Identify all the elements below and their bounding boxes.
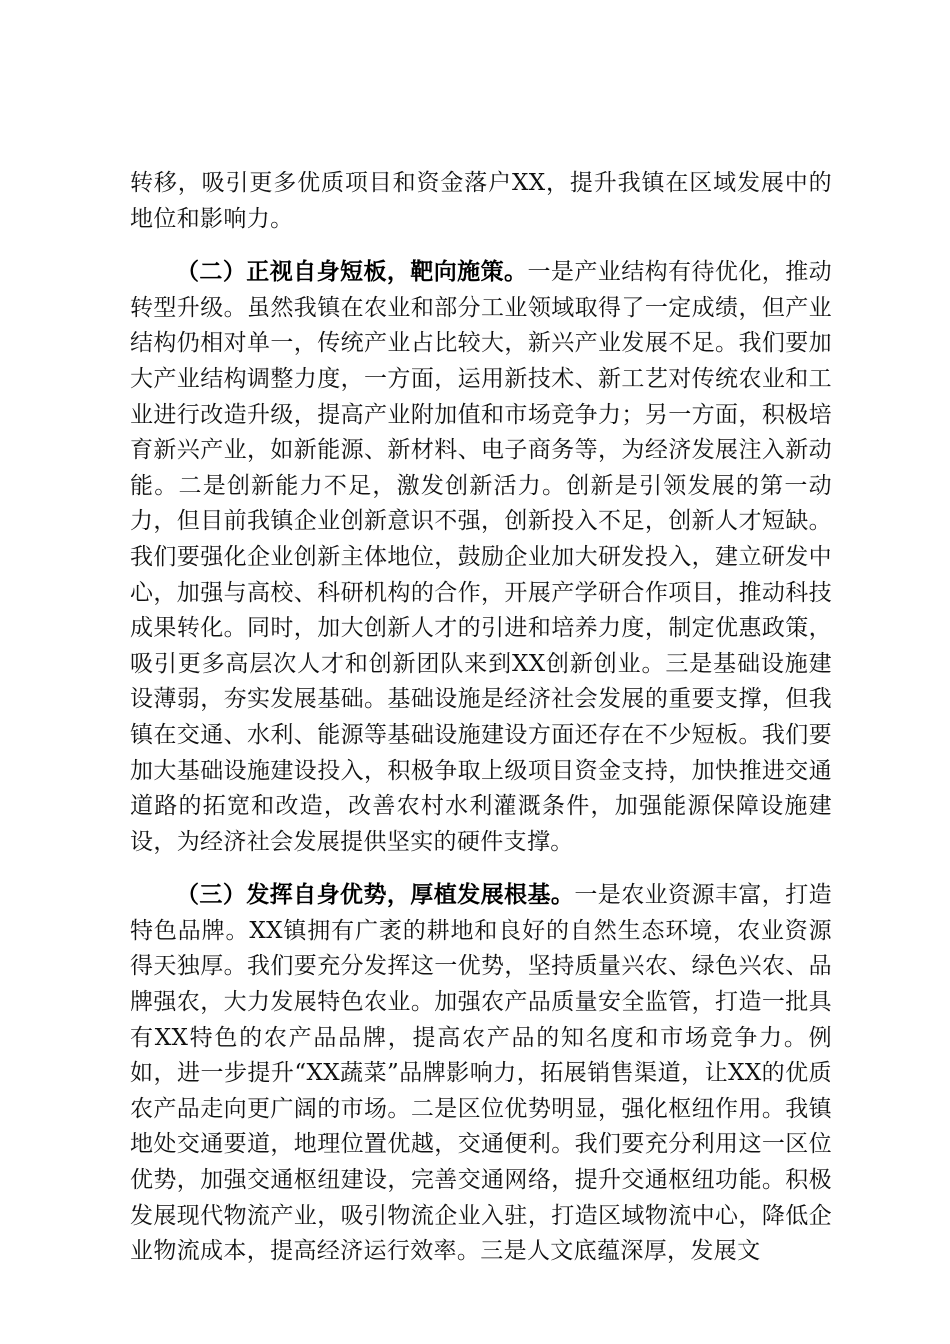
paragraph-text: 一是农业资源丰富，打造特色品牌。XX镇拥有广袤的耕地和良好的自然生态环境，农业资源得天独厚。我们要充分发挥这一优势，坚持质量兴农、绿色兴农、品牌强农，大力发展特色农业。加强农产品质量安全监管，打造一批具有XX特色的农产品品牌，提高农产品的知名度和市场竞争力。例如，进一步提升“XX蔬菜”品牌影响力，拓展销售渠道，让XX的优质农产品走向更广阔的市场。二是区位优势明显，强化枢纽作用。我镇地处交通要道，地理位置优越，交通便利。我们要充分利用这一区位优势，加强交通枢纽建设，完善交通网络，提升交通枢纽功能。积极发展现代物流产业，吸引物流企业入驻，打造区域物流中心，降低企业物流成本，提高经济运行效率。三是人文底蕴深厚，发展文: [130, 882, 832, 1265]
paragraph-text: 一是产业结构有待优化，推动转型升级。虽然我镇在农业和部分工业领域取得了一定成绩，但产业结构仍相对单一，传统产业占比较大，新兴产业发展不足。我们要加大产业结构调整力度，一方面，运用新技术、新工艺对传统农业和工业进行改造升级，提高产业附加值和市场竞争力；另一方面，积极培育新兴产业，如新能源、新材料、电子商务等，为经济发展注入新动能。二是创新能力不足，激发创新活力。创新是引领发展的第一动力，但目前我镇企业创新意识不强，创新投入不足，创新人才短缺。我们要强化企业创新主体地位，鼓励企业加大研发投入，建立研发中心，加强与高校、科研机构的合作，开展产学研合作项目，推动科技成果转化。同时，加大创新人才的引进和培养力度，制定优惠政策，吸引更多高层次人才和创新团队来到XX创新创业。三是基础设施建设薄弱，夯实发展基础。基础设施是经济社会发展的重要支撑，但我镇在交通、水利、能源等基础设施建设方面还存在不少短板。我们要加大基础设施建设投入，积极争取上级项目资金支持，加快推进交通道路的拓宽和改造，改善农村水利灌溉条件，加强能源保障设施建设，为经济社会发展提供坚实的硬件支撑。: [130, 259, 832, 855]
paragraph-text: 转移，吸引更多优质项目和资金落户XX，提升我镇在区域发展中的地位和影响力。: [130, 170, 832, 232]
section-heading-three: （三）发挥自身优势，厚植发展根基。: [176, 882, 575, 909]
paragraph-section-three: [130, 878, 832, 1270]
section-heading-two: （二）正视自身短板，靶向施策。: [176, 259, 528, 286]
paragraph-section-two: [130, 255, 832, 860]
paragraph-continuation: [130, 166, 832, 237]
document-body: [130, 166, 832, 1288]
